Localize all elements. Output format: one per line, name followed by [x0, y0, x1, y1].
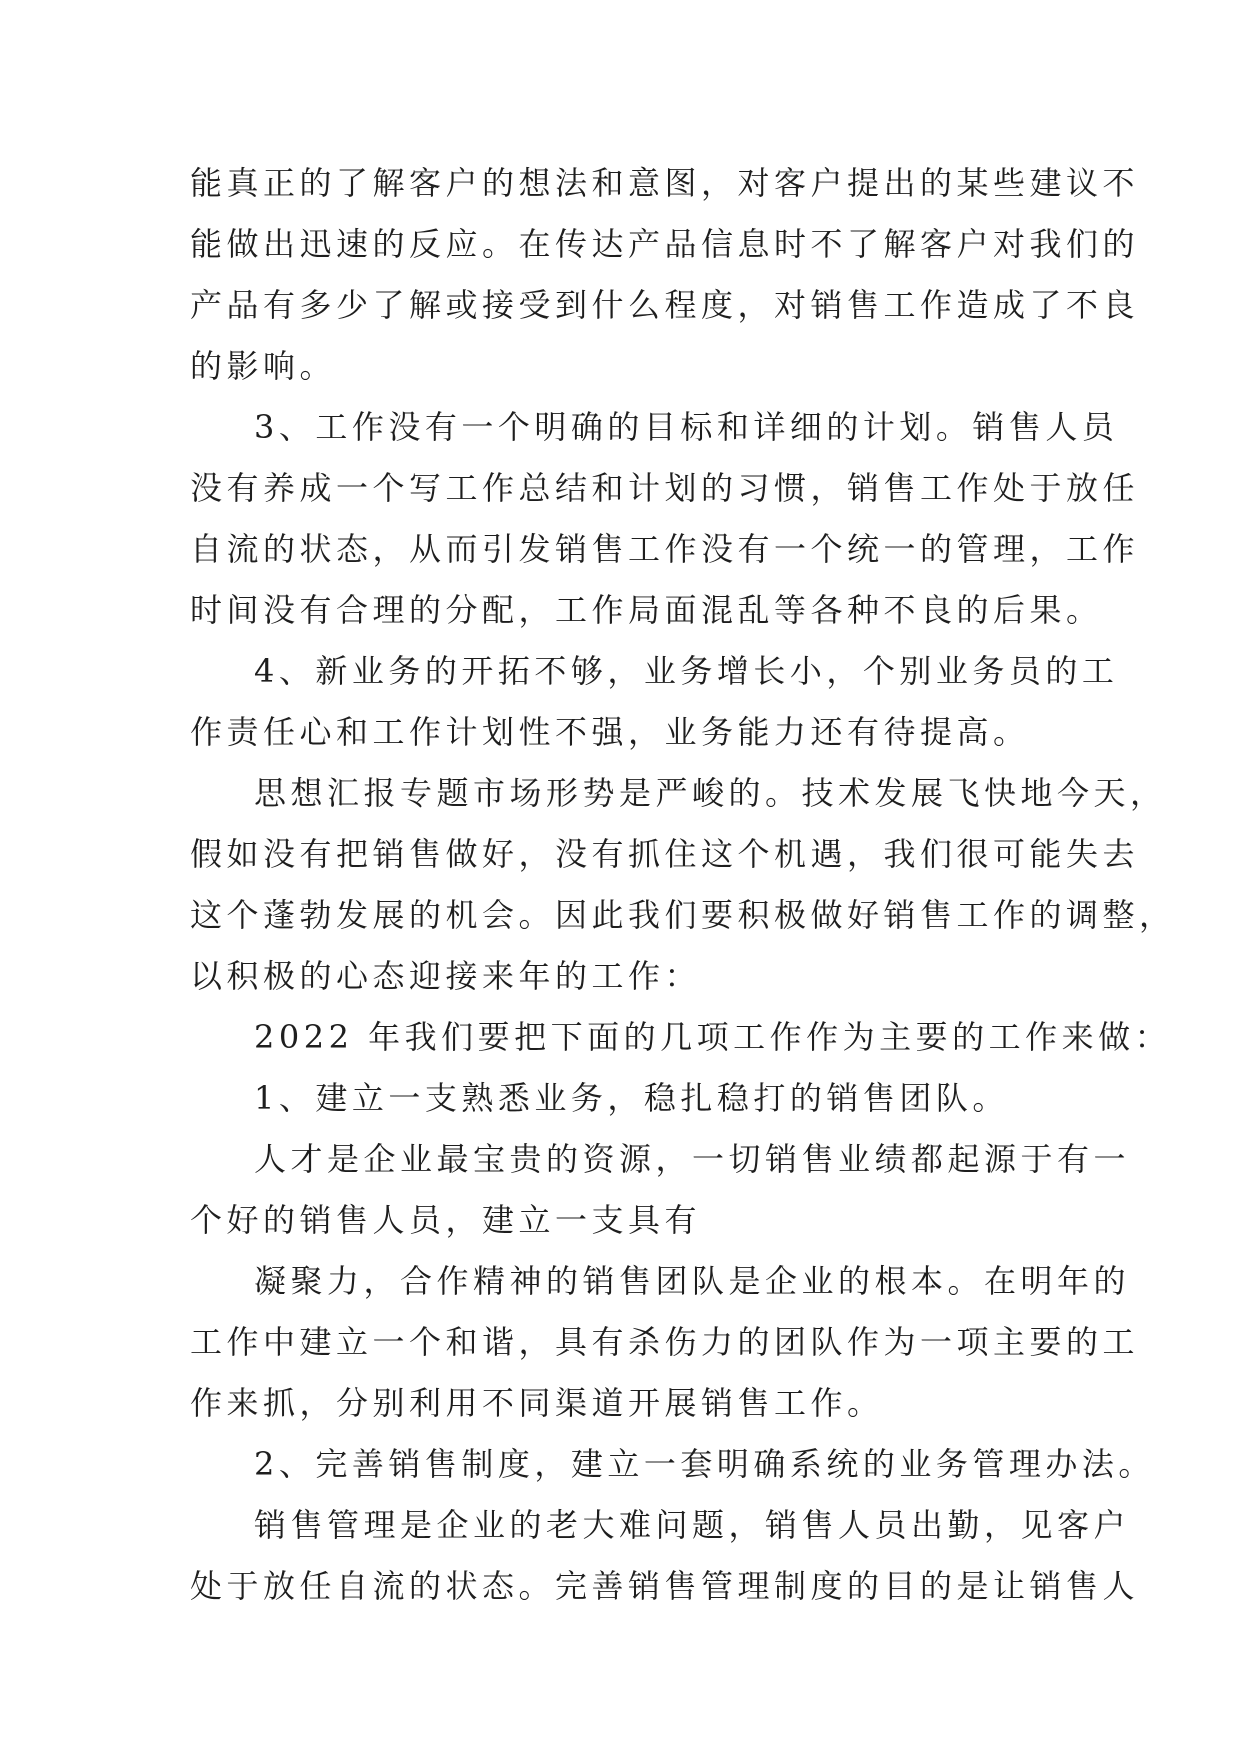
paragraph — [190, 1007, 1172, 1068]
text-line: 能做出迅速的反应。在传达产品信息时不了解客户对我们的 — [190, 225, 1140, 263]
text-line: 销售管理是企业的老大难问题，销售人员出勤，见客户 — [254, 1506, 1131, 1544]
text-line: 思想汇报专题市场形势是严峻的。技术发展飞快地今天， — [254, 774, 1167, 812]
text-line: 假如没有把销售做好，没有抓住这个机遇，我们很可能失去 — [190, 835, 1140, 873]
text-line: 个好的销售人员，建立一支具有 — [190, 1201, 702, 1239]
paragraph — [190, 1495, 1140, 1617]
text-line: 3、工作没有一个明确的目标和详细的计划。销售人员 — [254, 408, 1119, 446]
paragraph — [190, 1129, 1131, 1251]
text-line: 以积极的心态迎接来年的工作： — [190, 957, 702, 995]
paragraph — [190, 1068, 1060, 1129]
text-line: 没有养成一个写工作总结和计划的习惯，销售工作处于放任 — [190, 469, 1140, 507]
document-body — [190, 153, 1176, 1617]
text-line: 凝聚力，合作精神的销售团队是企业的根本。在明年的 — [254, 1262, 1131, 1300]
text-line: 处于放任自流的状态。完善销售管理制度的目的是让销售人 — [190, 1567, 1140, 1605]
paragraph — [190, 397, 1140, 641]
text-line: 人才是企业最宝贵的资源，一切销售业绩都起源于有一 — [254, 1140, 1131, 1178]
paragraph — [190, 153, 1140, 397]
text-line: 时间没有合理的分配，工作局面混乱等各种不良的后果。 — [190, 591, 1103, 629]
text-line: 作来抓，分别利用不同渠道开展销售工作。 — [190, 1384, 884, 1422]
text-line: 工作中建立一个和谐，具有杀伤力的团队作为一项主要的工 — [190, 1323, 1140, 1361]
text-line: 产品有多少了解或接受到什么程度，对销售工作造成了不良 — [190, 286, 1140, 324]
text-line: 的影响。 — [190, 347, 337, 385]
text-line: 自流的状态，从而引发销售工作没有一个统一的管理，工作 — [190, 530, 1140, 568]
text-line: 这个蓬勃发展的机会。因此我们要积极做好销售工作的调整， — [190, 896, 1176, 934]
text-line: 2、完善销售制度，建立一套明确系统的业务管理办法。 — [254, 1445, 1155, 1483]
paragraph — [190, 641, 1119, 763]
text-line: 2022 年我们要把下面的几项工作作为主要的工作来做： — [254, 1018, 1172, 1056]
paragraph — [190, 1251, 1140, 1434]
text-line: 4、新业务的开拓不够，业务增长小，个别业务员的工 — [254, 652, 1119, 690]
text-line: 作责任心和工作计划性不强，业务能力还有待提高。 — [190, 713, 1030, 751]
paragraph — [190, 1434, 1155, 1495]
paragraph — [190, 763, 1176, 1007]
text-line: 能真正的了解客户的想法和意图，对客户提出的某些建议不 — [190, 164, 1140, 202]
text-line: 1、建立一支熟悉业务，稳扎稳打的销售团队。 — [254, 1079, 1009, 1117]
